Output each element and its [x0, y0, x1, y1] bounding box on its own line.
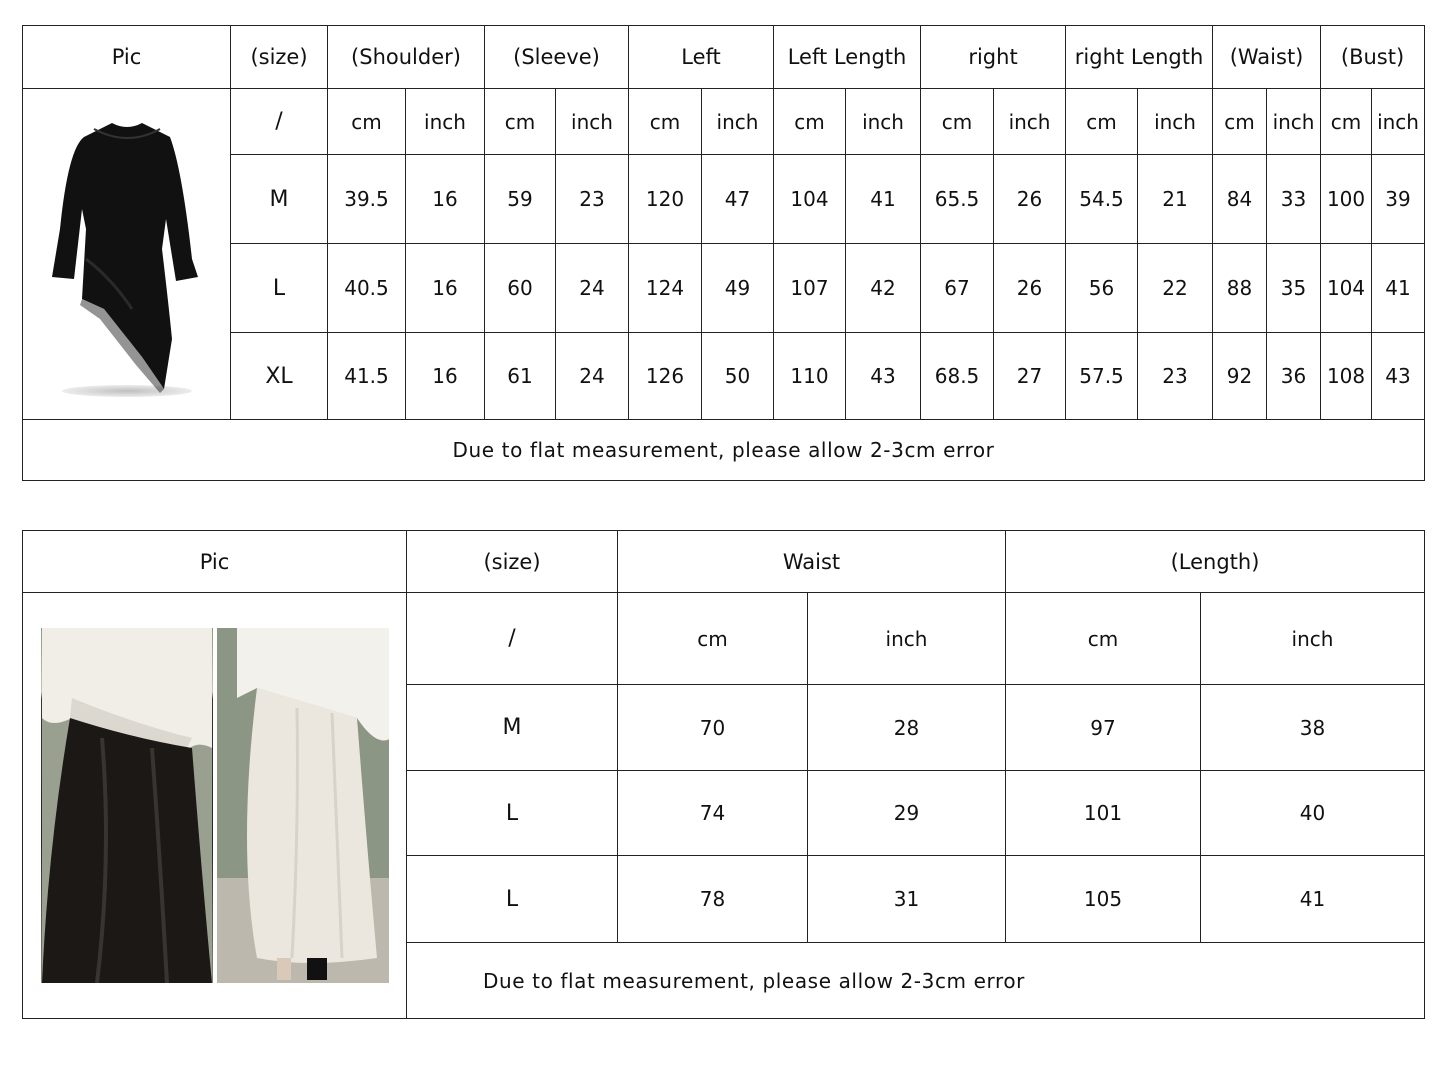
- value-cell: 41.5: [328, 333, 406, 420]
- table-row: [23, 333, 1425, 420]
- value-cell: 26: [994, 244, 1066, 333]
- unit-cell: inch: [702, 89, 774, 155]
- header-waist: Waist: [618, 531, 1006, 593]
- value-cell: 84: [1213, 155, 1267, 244]
- value-cell: 61: [485, 333, 556, 420]
- value-cell: 124: [629, 244, 702, 333]
- unit-cell: inch: [1138, 89, 1213, 155]
- value-cell: 120: [629, 155, 702, 244]
- header-right-length: right Length: [1066, 26, 1213, 89]
- unit-cell: cm: [485, 89, 556, 155]
- dress-image: [42, 109, 212, 399]
- unit-cell: cm: [1321, 89, 1372, 155]
- value-cell: 24: [556, 244, 629, 333]
- units-row: [23, 89, 1425, 155]
- size-cell: L: [231, 244, 328, 333]
- dress-size-chart: [22, 25, 1425, 481]
- unit-cell: cm: [618, 593, 808, 685]
- value-cell: 126: [629, 333, 702, 420]
- header-length: (Length): [1006, 531, 1425, 593]
- header-pic: Pic: [23, 531, 407, 593]
- value-cell: 41: [1201, 856, 1425, 943]
- measurement-note: Due to flat measurement, please allow 2-3cm error: [407, 943, 1425, 1019]
- unit-cell: cm: [328, 89, 406, 155]
- value-cell: 97: [1006, 685, 1201, 771]
- value-cell: 24: [556, 333, 629, 420]
- value-cell: 16: [406, 333, 485, 420]
- value-cell: 59: [485, 155, 556, 244]
- value-cell: 41: [1372, 244, 1425, 333]
- value-cell: 56: [1066, 244, 1138, 333]
- table-row: [23, 155, 1425, 244]
- unit-cell: inch: [1267, 89, 1321, 155]
- value-cell: 100: [1321, 155, 1372, 244]
- unit-cell: inch: [406, 89, 485, 155]
- header-right: right: [921, 26, 1066, 89]
- unit-cell: cm: [921, 89, 994, 155]
- value-cell: 101: [1006, 771, 1201, 856]
- unit-cell: cm: [1213, 89, 1267, 155]
- unit-cell: cm: [1006, 593, 1201, 685]
- unit-cell: inch: [808, 593, 1006, 685]
- unit-cell: inch: [994, 89, 1066, 155]
- header-sleeve: (Sleeve): [485, 26, 629, 89]
- value-cell: 49: [702, 244, 774, 333]
- unit-cell: cm: [774, 89, 846, 155]
- value-cell: 68.5: [921, 333, 994, 420]
- value-cell: 38: [1201, 685, 1425, 771]
- skirt-size-chart: [22, 530, 1425, 1019]
- value-cell: 40: [1201, 771, 1425, 856]
- table-row: [23, 244, 1425, 333]
- value-cell: 33: [1267, 155, 1321, 244]
- size-cell: M: [407, 685, 618, 771]
- value-cell: 88: [1213, 244, 1267, 333]
- value-cell: 41: [846, 155, 921, 244]
- dress-photo: [23, 89, 231, 420]
- value-cell: 107: [774, 244, 846, 333]
- units-row: [23, 593, 1425, 685]
- value-cell: 23: [1138, 333, 1213, 420]
- unit-cell: inch: [556, 89, 629, 155]
- value-cell: 78: [618, 856, 808, 943]
- value-cell: 16: [406, 155, 485, 244]
- header-size: (size): [231, 26, 328, 89]
- size-cell: XL: [231, 333, 328, 420]
- size-cell: L: [407, 856, 618, 943]
- header-size: (size): [407, 531, 618, 593]
- value-cell: 110: [774, 333, 846, 420]
- header-left-length: Left Length: [774, 26, 921, 89]
- value-cell: 21: [1138, 155, 1213, 244]
- measurement-note: Due to flat measurement, please allow 2-3cm error: [23, 420, 1425, 481]
- value-cell: 104: [774, 155, 846, 244]
- value-cell: 35: [1267, 244, 1321, 333]
- unit-cell: cm: [629, 89, 702, 155]
- value-cell: 43: [1372, 333, 1425, 420]
- black-skirt-image: [41, 628, 213, 983]
- header-shoulder: (Shoulder): [328, 26, 485, 89]
- value-cell: 65.5: [921, 155, 994, 244]
- value-cell: 42: [846, 244, 921, 333]
- value-cell: 70: [618, 685, 808, 771]
- units-size-label: /: [407, 593, 618, 685]
- skirt-photo: [23, 593, 407, 1019]
- value-cell: 29: [808, 771, 1006, 856]
- unit-cell: inch: [1372, 89, 1425, 155]
- value-cell: 92: [1213, 333, 1267, 420]
- value-cell: 47: [702, 155, 774, 244]
- unit-cell: cm: [1066, 89, 1138, 155]
- value-cell: 67: [921, 244, 994, 333]
- value-cell: 57.5: [1066, 333, 1138, 420]
- value-cell: 36: [1267, 333, 1321, 420]
- value-cell: 60: [485, 244, 556, 333]
- skirt-image: [41, 628, 389, 983]
- header-left: Left: [629, 26, 774, 89]
- units-size-label: /: [231, 89, 328, 155]
- value-cell: 16: [406, 244, 485, 333]
- value-cell: 50: [702, 333, 774, 420]
- header-waist: (Waist): [1213, 26, 1321, 89]
- value-cell: 108: [1321, 333, 1372, 420]
- value-cell: 39.5: [328, 155, 406, 244]
- unit-cell: inch: [1201, 593, 1425, 685]
- value-cell: 54.5: [1066, 155, 1138, 244]
- size-cell: L: [407, 771, 618, 856]
- value-cell: 26: [994, 155, 1066, 244]
- value-cell: 39: [1372, 155, 1425, 244]
- value-cell: 40.5: [328, 244, 406, 333]
- value-cell: 31: [808, 856, 1006, 943]
- header-bust: (Bust): [1321, 26, 1425, 89]
- size-cell: M: [231, 155, 328, 244]
- value-cell: 23: [556, 155, 629, 244]
- unit-cell: inch: [846, 89, 921, 155]
- value-cell: 22: [1138, 244, 1213, 333]
- white-skirt-image: [217, 628, 389, 983]
- value-cell: 105: [1006, 856, 1201, 943]
- value-cell: 27: [994, 333, 1066, 420]
- value-cell: 28: [808, 685, 1006, 771]
- value-cell: 43: [846, 333, 921, 420]
- value-cell: 74: [618, 771, 808, 856]
- value-cell: 104: [1321, 244, 1372, 333]
- header-pic: Pic: [23, 26, 231, 89]
